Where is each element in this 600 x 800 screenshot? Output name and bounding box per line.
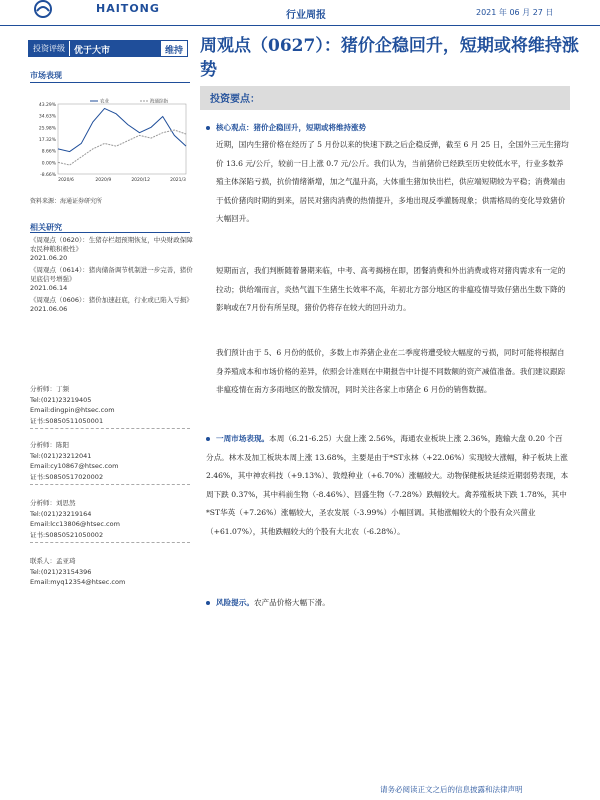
analyst-card: 联系人：孟亚琦 Tel:(021)23154396 Email:myq12354@htsec.com	[30, 557, 126, 586]
analyst-card: 分析师：陈阳 Tel:(021)23212041 Email:cy10867@htsec.com 证书:S0850517020002	[30, 440, 190, 485]
footer-disclaimer: 请务必阅读正文之后的信息披露和法律声明	[380, 785, 523, 794]
report-date: 2021 年 06 月 27 日	[476, 8, 554, 17]
key-points-banner: 投资要点：	[200, 86, 570, 110]
rating-label: 投资评级	[29, 41, 69, 56]
related-report: 《周观点（0614）：猪肉储备调节机制进一步完善，猪价见底信号增强》 2021.06.14	[30, 266, 193, 292]
paragraph-market: 一周市场表现。本周（6.21-6.25）大盘上涨 2.56%，海通农业板块上涨 2.36%，跑输大盘 0.20 个百分点。林木及加工板块本周上涨 13.68%，主要是由于*ST永林（+22.06%）实现较大涨幅，种子板块上涨 2.46%，其中神农科技（+9.13%）、敦煌种业（+6.70%）涨幅较大。动物保健板块延续近期弱势表现，本周下跌 0.37%，其中科前生物（-8.46%）、回盛生物（-7.28%）跌幅较大。禽养殖板块下跌 1.78%，其中*ST华英（+7.26%）涨幅较大，圣农发展（-3.99%）小幅回调。其他涨幅较大的个股有众兴菌业（+61.07%），其他跌幅较大的个股有大北农（-6.28%）。	[206, 434, 569, 536]
related-section-title: 相关研究	[30, 223, 62, 232]
bullet-icon	[206, 437, 210, 441]
chart-source: 资料来源：海通证券研究所	[30, 198, 103, 205]
paragraph: 我们预计由于 5、6 月份的低价，多数上市养猪企业在二季度将遭受较大幅度的亏损，同时可能将根据自身养殖成本和市场价格的差异，依照会计准则在中期报告中计提不同数额的资产减值准备。我们建议跟踪非瘟疫情在南方多雨地区的散发情况，同时关注各家上市猪企 6 月份的销售数据。	[216, 348, 566, 395]
market-performance-chart	[30, 98, 190, 190]
x-tick-label: 2020/6	[58, 178, 74, 183]
series-line	[58, 108, 186, 151]
rating-status: 维持	[161, 41, 187, 56]
y-tick-label: 17.32%	[38, 138, 56, 143]
x-tick-label: 2020/9	[95, 178, 112, 183]
paragraph: 短期而言，我们判断随着暑期来临，中考、高考揭榜在即，团餐消费和外出消费或将对猪肉需求有一定的拉动；供给端而言，炎热气温下生猪生长效率不高，年初北方部分地区的非瘟疫情导致仔猪出生数下降的影响或在7月份有所呈现，猪价仍将存在较大的回升动力。	[216, 266, 566, 313]
paragraph: 近期，国内生猪价格在经历了 5 月份以来的快速下跌之后企稳反弹，截至 6 月 25 日，全国外三元生猪均价 13.6 元/公斤，较前一日上涨 0.7 元/公斤。我们认为，当前猪价已经跌至历史较低水平，行业多数养殖主体深陷亏损，抗价情绪渐增，加之气温升高，大体重生猪加快出栏，供应端短期较为平稳；消费端由于低价猪肉时期的到来，居民对猪肉消费的热情提升，多地出现反季灌肠现象；供需格局的变化导致猪价大幅回升。	[216, 140, 569, 224]
y-tick-label: 8.66%	[41, 149, 56, 155]
report-title: 周观点（0627）：猪价企稳回升，短期或将维持涨势	[200, 36, 579, 80]
analyst-card: 分析师：刘思然 Tel:(021)23219164 Email:lcc13806@htsec.com 证书:S0850521050002	[30, 498, 190, 543]
x-tick-label: 2020/12	[131, 178, 151, 183]
rating-box	[28, 40, 188, 57]
paragraph-risk: 风险提示。农产品价格大幅下滑。	[206, 594, 570, 613]
market-section-title: 市场表现	[30, 71, 62, 80]
legend-label: 农业	[100, 99, 109, 105]
y-tick-label: 25.98%	[38, 126, 56, 132]
analyst-card: 分析师：丁频 Tel:(021)23219405 Email:dingpin@htsec.com 证书:S0850511050001	[30, 384, 190, 429]
y-tick-label: -8.66%	[40, 173, 56, 178]
y-tick-label: 0.00%	[41, 161, 56, 167]
brand-name: HAITONG	[96, 2, 160, 15]
report-type: 行业周报	[286, 10, 326, 21]
haitong-logo-icon	[34, 0, 94, 18]
bullet-icon	[206, 601, 210, 605]
series-line	[58, 130, 186, 165]
y-tick-label: 43.29%	[38, 103, 56, 108]
related-report: 《周观点（0620）：生猪存栏超预期恢复，中央财政保障农民种粮积极性》 2021.06.20	[30, 236, 193, 262]
x-tick-label: 2021/3	[170, 178, 186, 183]
y-tick-label: 34.63%	[38, 114, 56, 120]
related-report: 《周观点（0606）：猪价加速赶底，行业或已陷入亏损》 2021.06.06	[30, 296, 193, 313]
bullet-core-view: 核心观点：猪价企稳回升，短期或将维持涨势	[206, 122, 366, 133]
page-header	[0, 0, 600, 26]
rating-value: 优于大市	[69, 41, 114, 56]
legend-label: 海通综指	[150, 99, 168, 105]
bullet-icon	[206, 126, 210, 130]
